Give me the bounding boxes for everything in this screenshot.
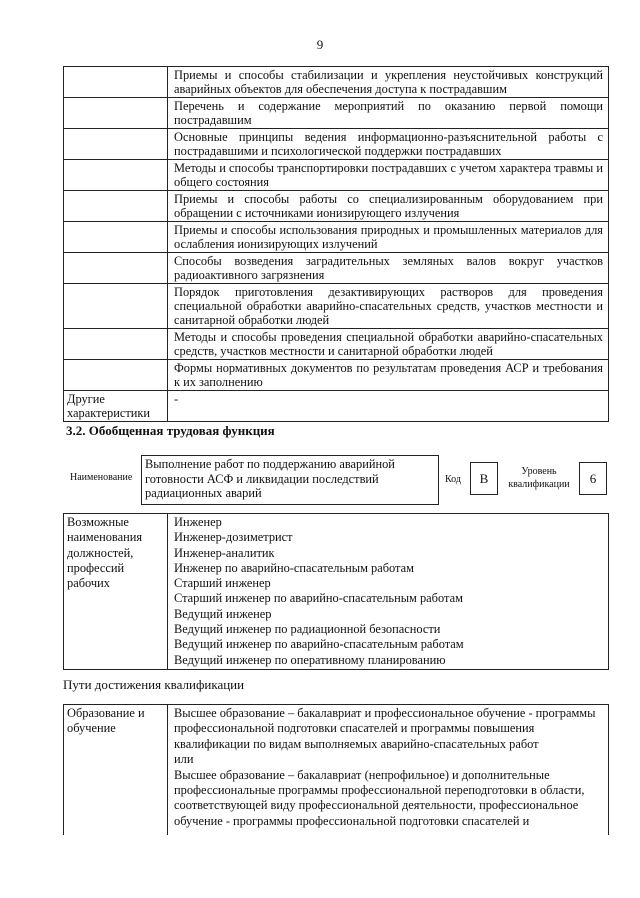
positions-list	[168, 514, 609, 670]
position-item: Старший инженер по аварийно-спасательным работам	[174, 591, 463, 606]
position-item: Инженер-дозиметрист	[174, 530, 293, 545]
position-item: Старший инженер	[174, 576, 271, 591]
method-item: Способы возведения заградительных земляных валов вокруг участков радиоактивного загрязнения	[168, 253, 609, 284]
position-item: Инженер-аналитик	[174, 545, 275, 560]
position-item: Ведущий инженер по радиационной безопасности	[174, 622, 441, 637]
education-paragraph: Высшее образование – бакалавриат (непрофильное) и дополнительные профессиональные программы профессиональной переподготовки в области, соответствующей виду профессиональной деятельности, профессиональное обучение - программы профессиональной подготовки спасателей и	[174, 767, 585, 828]
position-item: Ведущий инженер по аварийно-спасательным работам	[174, 637, 464, 652]
education-content	[168, 705, 609, 836]
level-value: 6	[579, 462, 607, 495]
education-paragraph: Высшее образование – бакалавриат и профессиональное обучение - программы профессиональной подготовки спасателей и программы повышения квалификации по видам выполняемых аварийно-спасательных работ	[174, 706, 596, 751]
method-item: Приемы и способы использования природных и промышленных материалов для ослабления ионизирующих излучений	[168, 222, 609, 253]
position-item: Инженер по аварийно-спасательным работам	[174, 560, 414, 575]
section-title: 3.2. Обобщенная трудовая функция	[66, 423, 275, 438]
knowledge-table	[63, 66, 609, 422]
method-item: Порядок приготовления дезактивирующих растворов для проведения специальной обработки аварийно-спасательных средств, участков местности и санитарной обработки людей	[168, 284, 609, 329]
method-item: Методы и способы проведения специальной обработки аварийно-спасательных средств, участков местности и санитарной обработки людей	[168, 329, 609, 360]
education-paragraph: или	[174, 752, 194, 767]
qualification-paths-title: Пути достижения квалификации	[63, 677, 245, 692]
method-item: Основные принципы ведения информационно-разъяснительной работы с пострадавшими и психологической поддержки пострадавших	[168, 129, 609, 160]
positions-label: Возможные наименования должностей, профессий рабочих	[64, 514, 168, 670]
naming-label: Наименование	[70, 472, 133, 483]
method-item: Приемы и способы стабилизации и укрепления неустойчивых конструкций аварийных объектов для обеспечения доступа к пострадавшим	[168, 67, 609, 98]
position-item: Инженер	[174, 515, 222, 529]
positions-table	[63, 513, 609, 670]
education-table	[63, 704, 609, 835]
method-item: Приемы и способы работы со специализированным оборудованием при обращении с источниками ионизирующего излучения	[168, 191, 609, 222]
method-item: Перечень и содержание мероприятий по оказанию первой помощи пострадавшим	[168, 98, 609, 129]
level-label: Уровень квалификации	[508, 466, 570, 490]
position-item: Ведущий инженер	[174, 606, 272, 621]
other-characteristics-value: -	[168, 391, 609, 422]
method-item: Формы нормативных документов по результатам проведения АСР и требования к их заполнению	[168, 360, 609, 391]
education-label: Образование и обучение	[64, 705, 168, 836]
method-item: Методы и способы транспортировки пострадавших с учетом характера травмы и общего состояния	[168, 160, 609, 191]
other-characteristics-label: Другие характеристики	[64, 391, 168, 422]
code-value: В	[470, 462, 498, 495]
page-number: 9	[316, 37, 324, 52]
naming-value: Выполнение работ по поддержанию аварийной готовности АСФ и ликвидации последствий радиационных аварий	[141, 455, 439, 505]
code-label: Код	[445, 474, 461, 485]
position-item: Ведущий инженер по оперативному планированию	[174, 652, 446, 667]
